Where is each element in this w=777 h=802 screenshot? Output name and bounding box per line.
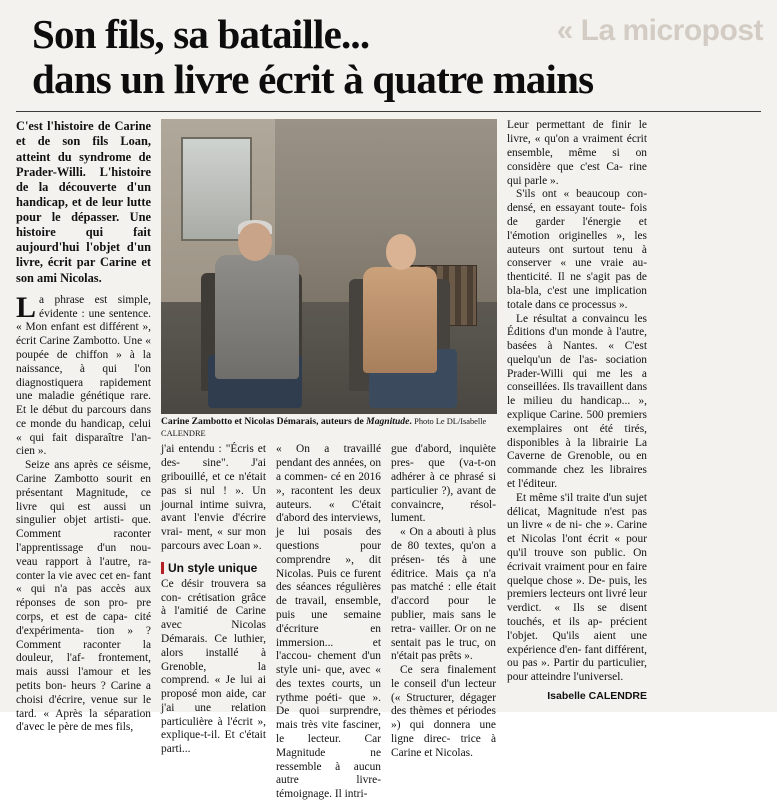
standfirst: C'est l'histoire de Carine et de son fils Loan, atteint du syndrome de Prader-Willi. L'histoire de la découverte d'un handicap, et de leur lutte pour le dépasser. Une histoire qui fait aujourd'hui l'objet d'un livre, écrit par Carine et son ami Nicolas. xyxy=(16,119,151,285)
paragraph: Ce sera finalement le conseil d'un lecteur (« Structurer, dégager des thèmes et périodes ») qui donnera une ligne direc- trice à Carine et Nicolas. xyxy=(391,664,496,759)
photo-caption-text: Carine Zambotto et Nicolas Démarais, auteurs de xyxy=(161,416,367,428)
paragraph: Leur permettant de finir le livre, « qu'on a vraiment écrit ensemble, même si on considère que c'est Ca- rine qui parle ». xyxy=(507,119,647,187)
byline: Isabelle CALENDRE xyxy=(547,690,647,703)
paragraph: « On a abouti à plus de 80 textes, qu'on a présen- tés à une éditrice. Mais ça n'a pas matché : elle était d'accord pour le publier, mais sans le retra- vailler. Or on ne sentait pas le truc, on n'était pas prêts ». xyxy=(391,526,496,663)
paragraph: j'ai entendu : "Écris et des- sine". J'ai gribouillé, et ce n'était pas si nul ! ». Un journal intime suivra, avant l'envie d'écrire vrai- ment, « sur mon parcours avec Loan ». xyxy=(161,443,266,552)
page-title xyxy=(10,6,767,101)
paragraph: Et même s'il traite d'un sujet délicat, Magnitude n'est pas un livre « de ni- che ». Carine et Nicolas l'ont écrit « pour qu'il trouve son public. On écrivait vraiment pour en faire quelque chose ». De- puis, les premiers lecteurs ont livré leur verdict. « Ils se disent touchés, et ils ap- précient l'objet. Qu'ils aient une expérience d'en- fant différent, ou pas ». Partir du particulier, pour atteindre l'universel. xyxy=(507,491,647,684)
ghost-bleed-text: « La micropost xyxy=(556,14,763,47)
article-columns xyxy=(10,119,767,802)
paragraph: Seize ans après ce séisme, Carine Zambotto sourit en présentant Magnitude, ce livre qui est aussi un singulier objet artisti- que. Comment raconter l'apprentissage d'un nou- veau rapport à l'autre, ra- conter la vie avec cet en- fant « qui n'a pas accès aux réponses de son pro- pre corps, et est de capa- cité d'expérimenta- tion » ? Comment raconter la douleur, l'af- frontement, mais aussi l'amour et les petits bon- heurs ? Carine a choisi d'écrire, venue sur le tard. « Après la séparation d'avec le père de mes fils, xyxy=(16,459,151,734)
paragraph: gue d'abord, inquiète pres- que (va-t-on adhérer à ce phrasé si particulier ?), avant de convaincre, résol- lument. xyxy=(391,443,496,525)
photo-credit: Photo Le DL/Isabelle CALENDRE xyxy=(161,417,487,438)
column-5 xyxy=(507,119,647,802)
column-3 xyxy=(276,443,381,802)
paragraph: S'ils ont « beaucoup con- densé, en essayant toute- fois de garder l'énergie et l'émotion originelles », les auteurs ont surtout tenu à conserver « une vraie au- thenticité. Il ne s'agit pas de bla-bla, c'est une implication totale dans ce processus ». xyxy=(507,188,647,311)
article-photo xyxy=(161,119,497,439)
paragraph: Le résultat a convaincu les Éditions d'un monde à l'autre, basées à Nantes. « C'est quelqu'un de l'as- sociation Prader-Willi qui me les a conseillées. Ils travaillent dans le milieu du handicap... », explique Carine. 500 premiers exemplaires ont été tirés, disponibles à la librairie La Caverne de Grenoble, ou en commande chez les libraires et l'éditeur. xyxy=(507,312,647,491)
headline-line-1: Son fils, sa bataille... xyxy=(32,11,370,57)
column-4 xyxy=(391,443,496,802)
photo-woman-body xyxy=(363,267,437,373)
paragraph: « On a travaillé pendant des années, on a commen- cé en 2016 », racontent les deux auteurs. « C'était d'abord des interviews, je lui posais des questions pour comprendre », dit Nicolas. Puis ce furent des séances régulières de travail, ensemble, puis une semaine d'écriture en immersion... et l'accou- chement d'un style uni- que, avec « des textes courts, un rythme poéti- que ». De quoi surprendre, mais très vite fasciner, le lecteur. Car Magnitude ne ressemble à aucun autre livre-témoignage. Il intri- xyxy=(276,443,382,801)
photo-man-head xyxy=(238,223,272,261)
photo-woman-head xyxy=(386,234,416,269)
photo-caption xyxy=(161,416,497,439)
column-2 xyxy=(161,443,266,802)
headline-line-2: dans un livre écrit à quatre mains xyxy=(32,56,594,103)
center-subcolumns xyxy=(161,443,497,802)
photo-man-body xyxy=(215,255,299,379)
column-1 xyxy=(16,119,151,802)
photo-image xyxy=(161,119,497,414)
photo-caption-end: . xyxy=(409,416,412,428)
column-center xyxy=(161,119,497,802)
header-divider xyxy=(16,111,761,112)
paragraph: Ce désir trouvera sa con- crétisation grâce à l'amitié de Carine avec Nicolas Démarais. Ce luthier, alors installé à Grenoble, la comprend. « Je lui ai proposé mon aide, car j'ai une relation particulière à l'écrit », explique-t-il. Et c'était parti... xyxy=(161,577,266,756)
photo-caption-book-title: Magnitude xyxy=(366,416,410,428)
paragraph: La phrase est simple, évidente : une sentence. « Mon enfant est différent », écrit Carine Zambotto. Une « poupée de chiffon » à la naissance, à qui l'on diagnostiquera rapidement une maladie génétique rare. Et le début du parcours dans ce monde du handicap, celui « qui fait disparaître l'an- cien ». xyxy=(16,290,151,458)
section-subheading: Un style unique xyxy=(161,561,266,575)
